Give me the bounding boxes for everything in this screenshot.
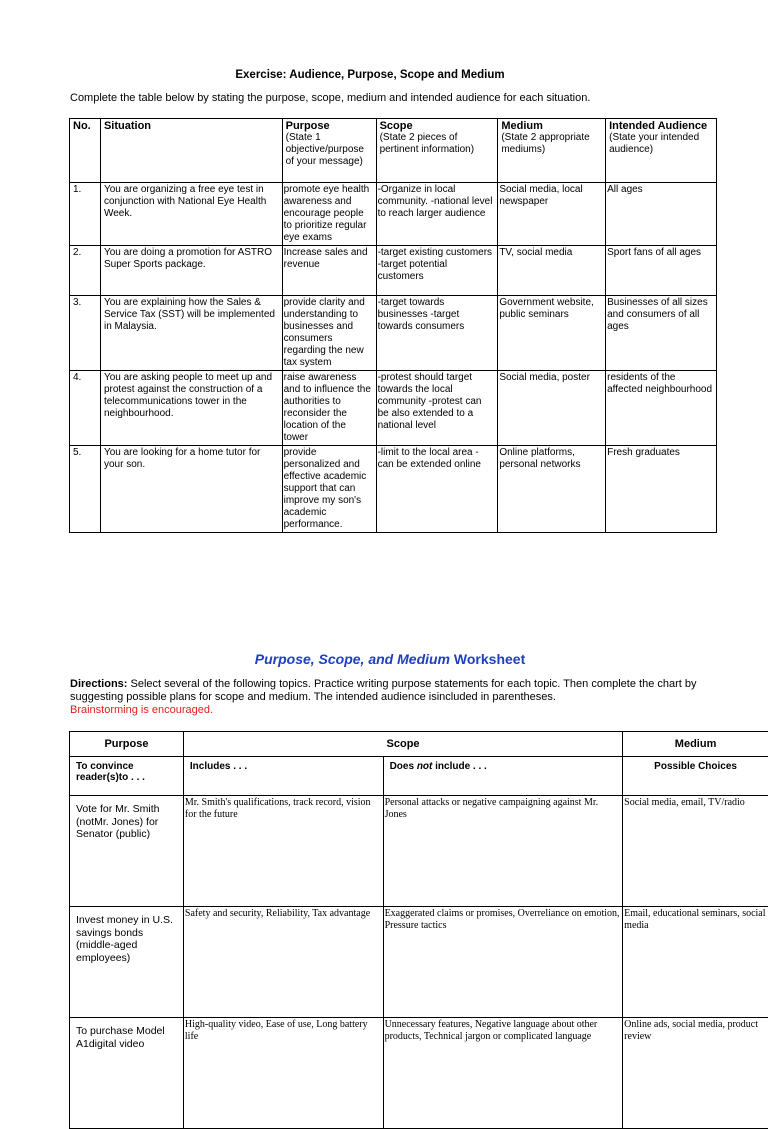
row-includes: Safety and security, Reliability, Tax advantage: [183, 907, 383, 1018]
row-medium: Government website, public seminars: [498, 296, 606, 371]
header-audience-label: Intended Audience: [609, 120, 713, 132]
table-row: [70, 907, 768, 1018]
exercise-instruction: Complete the table below by stating the purpose, scope, medium and intended audience for each situation.: [70, 92, 590, 104]
row-medium: Social media, poster: [498, 371, 606, 446]
row-audience: All ages: [606, 183, 717, 246]
row-medium: TV, social media: [498, 246, 606, 296]
row-audience: Fresh graduates: [606, 446, 717, 533]
row-situation: You are doing a promotion for ASTRO Super Sports package.: [100, 246, 282, 296]
header-medium-sub: (State 2 appropriate mediums): [501, 132, 602, 156]
row-audience: Sport fans of all ages: [606, 246, 717, 296]
row-no: 1.: [70, 183, 101, 246]
row-no: 2.: [70, 246, 101, 296]
directions-red-note: Brainstorming is encouraged.: [70, 704, 710, 717]
row-no: 3.: [70, 296, 101, 371]
row-excludes: Exaggerated claims or promises, Overreliance on emotion, Pressure tactics: [383, 907, 623, 1018]
table-row: [70, 246, 717, 296]
subheader-includes: Includes . . .: [183, 757, 383, 796]
worksheet-subheader-row: [70, 757, 768, 796]
header-purpose-sub: (State 1 objective/purpose of your message): [286, 132, 373, 168]
row-purpose: Vote for Mr. Smith (notMr. Jones) for Senator (public): [70, 796, 184, 907]
header-purpose: [282, 119, 376, 183]
header-scope: [376, 119, 498, 183]
row-excludes: Unnecessary features, Negative language about other products, Technical jargon or complicated language: [383, 1018, 623, 1129]
header-purpose: Purpose: [70, 732, 184, 757]
excludes-post: include . . .: [432, 761, 486, 772]
row-medium: Social media, local newspaper: [498, 183, 606, 246]
row-no: 4.: [70, 371, 101, 446]
exercise-table: [69, 118, 717, 533]
directions-text: Select several of the following topics. Practice writing purpose statements for each topic. Then complete the chart by suggesting possible plans for scope and medium. The intended audience isincluded in parentheses.: [70, 678, 697, 703]
row-purpose: provide personalized and effective academic support that can improve my son's academic performance.: [282, 446, 376, 533]
row-excludes: Personal attacks or negative campaigning against Mr. Jones: [383, 796, 623, 907]
row-purpose: Invest money in U.S. savings bonds (middle-aged employees): [70, 907, 184, 1018]
row-scope: -protest should target towards the local community -protest can be also extended to a national level: [376, 371, 498, 446]
excludes-not: not: [417, 761, 433, 772]
worksheet-title-italic: Purpose, Scope, and Medium: [255, 651, 450, 667]
table-row: [70, 796, 768, 907]
row-purpose: provide clarity and understanding to businesses and consumers regarding the new tax system: [282, 296, 376, 371]
row-medium: Social media, email, TV/radio: [623, 796, 768, 907]
directions-label: Directions:: [70, 678, 127, 690]
exercise-header-row: [70, 119, 717, 183]
row-medium: Online ads, social media, product review: [623, 1018, 768, 1129]
table-row: [70, 1018, 768, 1129]
worksheet-table: [69, 731, 768, 1129]
table-row: [70, 296, 717, 371]
row-purpose: Increase sales and revenue: [282, 246, 376, 296]
row-situation: You are organizing a free eye test in conjunction with National Eye Health Week.: [100, 183, 282, 246]
exercise-title: Exercise: Audience, Purpose, Scope and Medium: [0, 69, 740, 81]
row-includes: High-quality video, Ease of use, Long battery life: [183, 1018, 383, 1129]
row-situation: You are explaining how the Sales & Service Tax (SST) will be implemented in Malaysia.: [100, 296, 282, 371]
header-situation: Situation: [100, 119, 282, 183]
header-scope: Scope: [183, 732, 622, 757]
worksheet-header-row: [70, 732, 768, 757]
header-scope-label: Scope: [380, 120, 413, 132]
row-scope: -target existing customers -target potential customers: [376, 246, 498, 296]
row-purpose: raise awareness and to influence the authorities to reconsider the location of the tower: [282, 371, 376, 446]
table-row: [70, 446, 717, 533]
worksheet-directions: [70, 678, 710, 717]
header-audience: [606, 119, 717, 183]
subheader-possible: Possible Choices: [623, 757, 768, 796]
header-medium: [498, 119, 606, 183]
row-no: 5.: [70, 446, 101, 533]
header-scope-sub: (State 2 pieces of pertinent information): [380, 132, 495, 156]
row-situation: You are asking people to meet up and protest against the construction of a telecommunications tower in the neighbourhood.: [100, 371, 282, 446]
row-includes: Mr. Smith's qualifications, track record, vision for the future: [183, 796, 383, 907]
header-audience-sub: (State your intended audience): [609, 132, 713, 156]
row-audience: residents of the affected neighbourhood: [606, 371, 717, 446]
worksheet-title-rest: Worksheet: [450, 651, 525, 667]
row-purpose: To purchase Model A1digital video: [70, 1018, 184, 1129]
header-purpose-label: Purpose: [286, 120, 330, 132]
worksheet-title: [0, 651, 768, 667]
row-audience: Businesses of all sizes and consumers of all ages: [606, 296, 717, 371]
row-scope: -target towards businesses -target towards consumers: [376, 296, 498, 371]
row-purpose: promote eye health awareness and encourage people to prioritize regular eye exams: [282, 183, 376, 246]
row-medium: Email, educational seminars, social media: [623, 907, 768, 1018]
table-row: [70, 183, 717, 246]
header-no: No.: [70, 119, 101, 183]
subheader-convince: To convince reader(s)to . . .: [70, 757, 184, 796]
row-situation: You are looking for a home tutor for your son.: [100, 446, 282, 533]
header-medium: Medium: [623, 732, 768, 757]
header-medium-label: Medium: [501, 120, 543, 132]
table-row: [70, 371, 717, 446]
row-scope: -limit to the local area -can be extended online: [376, 446, 498, 533]
subheader-excludes: [383, 757, 623, 796]
row-medium: Online platforms, personal networks: [498, 446, 606, 533]
row-scope: -Organize in local community. -national level to reach larger audience: [376, 183, 498, 246]
excludes-pre: Does: [390, 761, 417, 772]
